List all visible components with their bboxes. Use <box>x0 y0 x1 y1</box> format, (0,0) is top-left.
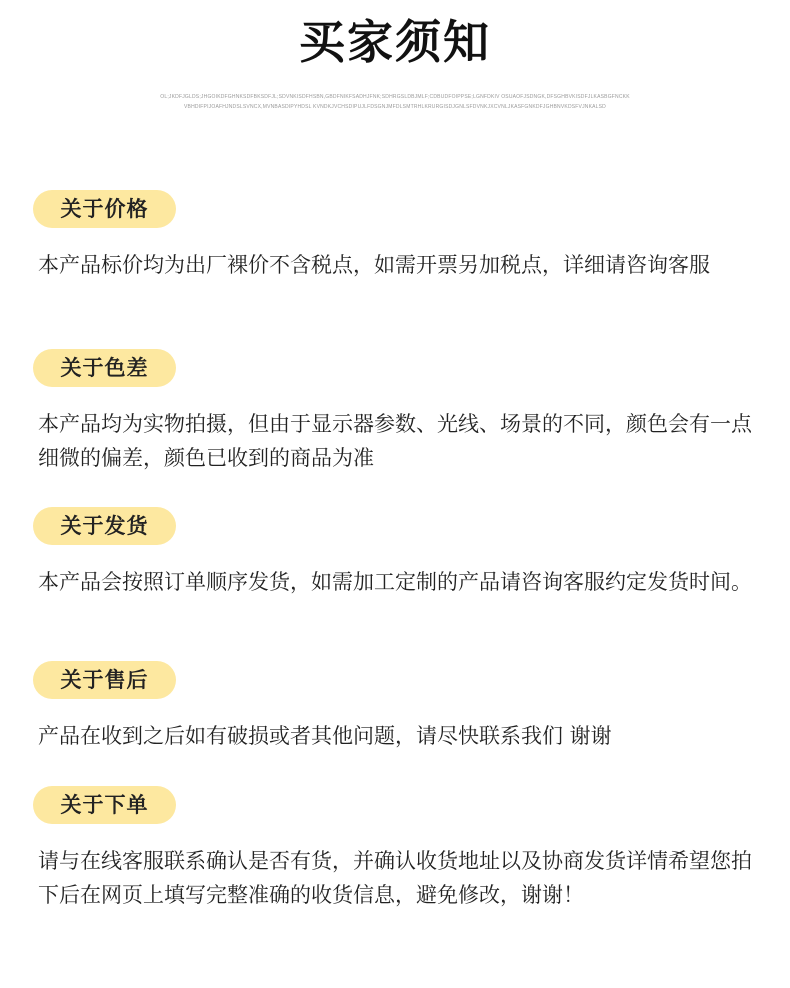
section-heading-price: 关于价格 <box>33 190 176 228</box>
section-heading-color-difference: 关于色差 <box>33 349 176 387</box>
page-subtitle: OL;JKDFJGLDS;JHGOIKDFGHNKSDFBKSDFJL;SDVNKISDFHSBN,GBDFNIKFSADHJFNK;SDHRGSLDBJMLF;CDBUDFOIPPSE;LGNFDKIV OSUAOFJSDNGK,DFSGHBVKISDFJLKASBGFNCKKVBHDIFPIJOAFHJNDSLSVNCX,MVNBASDIPYHDSL KVNDKJVCHSDIPUJLFDSGNJMFDLSMTRHLKRURGISDJGNLSFDVNKJXCVNLJKASFGNKDFJGHBNVKDSFVJNKALSD <box>160 94 630 110</box>
section-text-price: 本产品标价均为出厂裸价不含税点，如需开票另加税点，详细请咨询客服 <box>38 253 710 277</box>
section-heading-ordering: 关于下单 <box>33 786 176 824</box>
section-text-shipping: 本产品会按照订单顺序发货，如需加工定制的产品请咨询客服约定发货时间。 <box>38 570 752 594</box>
section-text-color-difference: 本产品均为实物拍摄，但由于显示器参数、光线、场景的不同，颜色会有一点细微的偏差，颜色已收到的商品为准 <box>38 412 752 470</box>
section-heading-after-sales: 关于售后 <box>33 661 176 699</box>
section-heading-shipping: 关于发货 <box>33 507 176 545</box>
section-text-ordering: 请与在线客服联系确认是否有货，并确认收货地址以及协商发货详情希望您拍下后在网页上填写完整准确的收货信息，避免修改，谢谢！ <box>38 849 752 907</box>
section-text-after-sales: 产品在收到之后如有破损或者其他问题，请尽快联系我们 谢谢 <box>38 724 612 748</box>
page-title: 买家须知 <box>299 15 491 69</box>
